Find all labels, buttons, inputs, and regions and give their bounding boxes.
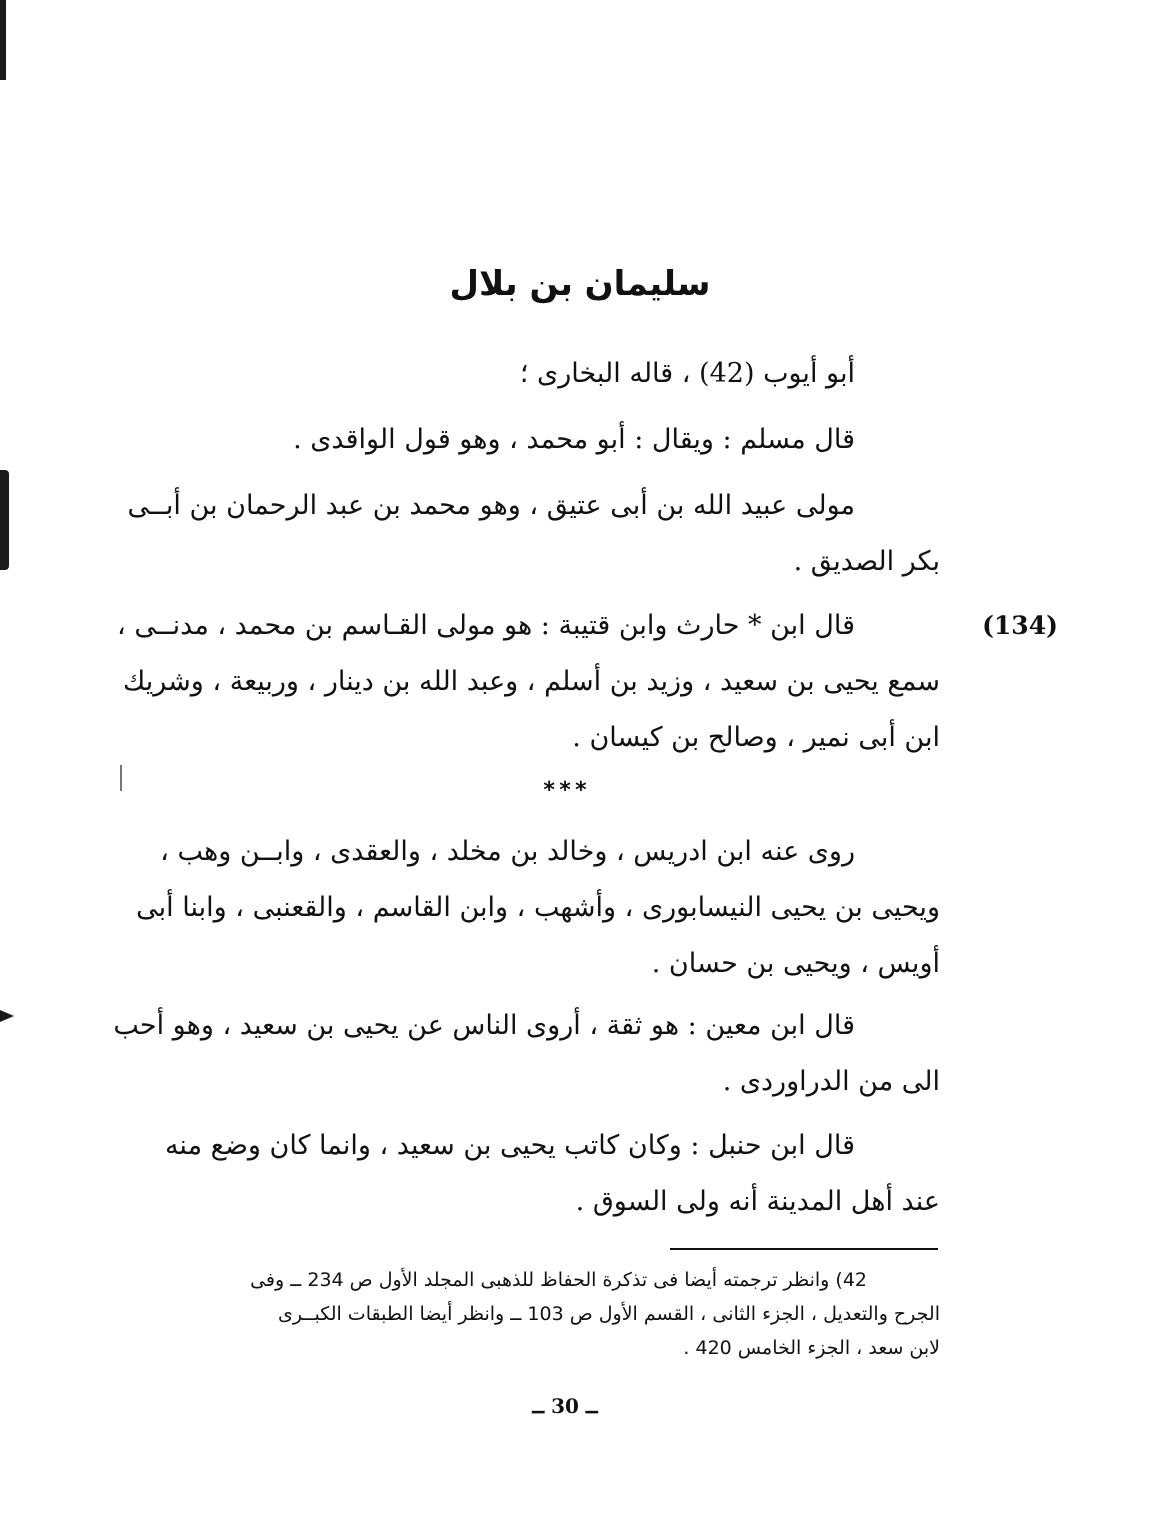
text-line: قال ابن معين : هو ثقة ، أروى الناس عن يحيى بن سعيد ، وهو أحب: [113, 1010, 855, 1041]
footnote-line: 42) وانظر ترجمته أيضا فى تذكرة الحفاظ للذهبى المجلد الأول ص 234 ــ وفى: [250, 1269, 867, 1291]
entry-number: (134): [982, 611, 1058, 640]
text-line: عند أهل المدينة أنه ولى السوق .: [575, 1186, 940, 1217]
entry-title: سليمان بن بلال: [449, 264, 711, 304]
text-line: قال مسلم : ويقال : أبو محمد ، وهو قول الواقدى .: [293, 424, 855, 455]
text-line: مولى عبيد الله بن أبى عتيق ، وهو محمد بن عبد الرحمان بن أبــى: [127, 490, 855, 521]
scan-margin-mark: [120, 765, 122, 791]
text-line: أويس ، ويحيى بن حسان .: [651, 948, 940, 979]
scan-edge-mark: [0, 470, 9, 570]
page-number: ــ 30 ــ: [532, 1394, 598, 1418]
text-line: قال ابن حنبل : وكان كاتب يحيى بن سعيد ، وانما كان وضع منه: [164, 1130, 855, 1161]
text-line: سمع يحيى بن سعيد ، وزيد بن أسلم ، وعبد الله بن دينار ، وربيعة ، وشريك: [123, 666, 940, 697]
scan-edge-mark: [0, 0, 6, 80]
section-separator: * * *: [543, 778, 587, 803]
footnote-rule: [670, 1248, 938, 1250]
text-line: قال ابن * حارث وابن قتيبة : هو مولى القـاسم بن محمد ، مدنــى ،: [117, 610, 855, 641]
text-line: الى من الدراوردى .: [722, 1066, 940, 1097]
text-line: روى عنه ابن ادريس ، وخالد بن مخلد ، والعقدى ، وابــن وهب ،: [160, 836, 855, 867]
footnote-line: الجرح والتعديل ، الجزء الثانى ، القسم الأول ص 103 ــ وانظر أيضا الطبقات الكبــرى: [277, 1303, 940, 1325]
text-line: أبو أيوب (42) ، قاله البخارى ؛: [519, 358, 855, 389]
text-line: ويحيى بن يحيى النيسابورى ، وأشهب ، وابن القاسم ، والقعنبى ، وابنا أبى: [136, 892, 940, 923]
scan-edge-arrow: [0, 1010, 14, 1022]
text-line: ابن أبى نمير ، وصالح بن كيسان .: [572, 722, 940, 753]
footnote-line: لابن سعد ، الجزء الخامس 420 .: [683, 1337, 940, 1359]
text-line: بكر الصديق .: [793, 546, 940, 577]
